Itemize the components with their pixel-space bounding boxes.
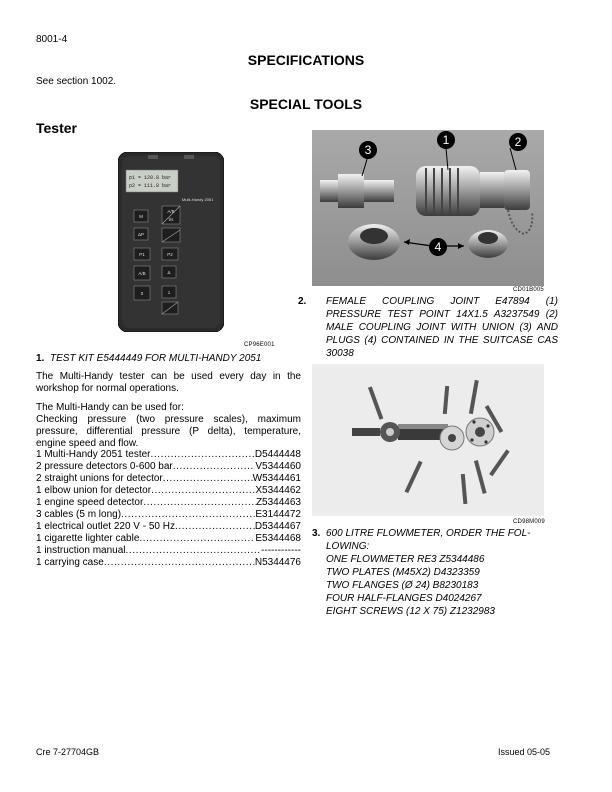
figure3-line: EIGHT SCREWS (12 X 75) Z1232983 (326, 606, 495, 617)
description-paragraph-2-body: Checking pressure (two pressure scales), maximum pressure, differential pressure (P delta), temperature, engine speed and flow. (36, 414, 301, 449)
figure3-caption (312, 527, 544, 618)
figure1-caption-text: TEST KIT E5444449 FOR MULTI-HANDY 2051 (50, 353, 262, 364)
figure3-line: LOWING: (326, 541, 370, 552)
figure2-code: CD01B005 (513, 287, 544, 293)
callout-4: 4 (434, 240, 442, 254)
parts-row (36, 557, 301, 569)
special-tools-heading: SPECIAL TOOLS (249, 96, 363, 112)
parts-row (36, 521, 301, 533)
multi-handy-tester-illustration (118, 152, 224, 332)
figure3-line: TWO PLATES (M45X2) D4323359 (326, 567, 480, 578)
parts-row (36, 473, 301, 485)
figure3-line: ONE FLOWMETER RE3 Z5344486 (326, 554, 485, 565)
key-label: M (139, 214, 143, 219)
figure1-code: CP96E001 (244, 342, 275, 348)
figure1-caption (36, 352, 301, 365)
figure2-caption (298, 295, 558, 360)
key-label: t/s (168, 217, 174, 222)
footer-right: Issued 05-05 (497, 747, 550, 757)
screen-line-1: p1 = 120.8 bar (129, 175, 172, 181)
key-label: A/B (167, 209, 175, 214)
part-item: 1 electrical outlet 220 V - 50 Hz (36, 521, 175, 532)
figure2-caption-text: FEMALE COUPLING JOINT E47894 (1) PRESSURE TEST POINT 14X1.5 A3237549 (2) MALE COUPLING JOINT WITH UNION (3) AND PLUGS (4) CONTAINED IN THE SUITCASE CAS 30038 (326, 296, 558, 359)
part-item: 1 Multi-Handy 2051 tester (36, 449, 151, 460)
key-label: ΔP (137, 232, 145, 237)
callout-1: 1 (442, 133, 450, 147)
parts-row (36, 533, 301, 545)
figure3-line: 600 LITRE FLOWMETER, ORDER THE FOL- (326, 528, 531, 539)
screen-line-2: p2 = 111.8 bar (129, 183, 172, 189)
key-label: P1 (139, 252, 145, 257)
parts-list (36, 449, 301, 569)
part-code: ------------ (261, 545, 301, 556)
part-item: 1 instruction manual (36, 545, 126, 556)
part-item: 1 engine speed detector (36, 497, 144, 508)
coupling-joints-photo (312, 130, 544, 286)
figure3-code: CD98M009 (513, 519, 545, 525)
part-code: D5344467 (254, 521, 301, 532)
part-item: 1 carrying case (36, 557, 104, 568)
part-item: 1 elbow union for detector (36, 485, 152, 496)
part-code: X5344462 (255, 485, 301, 496)
parts-row (36, 509, 301, 521)
part-code: E5344468 (255, 533, 301, 544)
description-paragraph-1: The Multi-Handy tester can be used every day in the workshop for normal operations. (36, 371, 301, 394)
flowmeter-photo (312, 364, 544, 516)
key-label: P2 (167, 252, 173, 257)
part-code: E3144472 (255, 509, 301, 520)
callout-2: 2 (514, 135, 522, 149)
part-item: 2 pressure detectors 0-600 bar (36, 461, 173, 472)
figure3-line: FOUR HALF-FLANGES D4024267 (326, 593, 482, 604)
see-section-text: See section 1002. (36, 76, 117, 87)
figure3-line: TWO FLANGES (Ø 24) B8230183 (326, 580, 479, 591)
description-paragraph-2-title: The Multi-Handy can be used for: (36, 402, 184, 413)
parts-row (36, 545, 301, 557)
key-label: Δ (167, 270, 171, 275)
key-label: A/B (138, 271, 146, 276)
part-item: 3 cables (5 m long) (36, 509, 122, 520)
part-code: Z5344463 (255, 497, 301, 508)
part-code: D5444448 (254, 449, 301, 460)
parts-row (36, 449, 301, 461)
page-id: 8001-4 (36, 34, 68, 45)
tester-heading: Tester (36, 120, 77, 136)
callout-3: 3 (364, 143, 372, 157)
parts-row (36, 461, 301, 473)
specifications-heading: SPECIFICATIONS (247, 52, 365, 68)
figure2-number: 2. (298, 296, 307, 307)
figure1-number: 1. (36, 353, 45, 364)
key-label: 0 (140, 291, 144, 296)
key-label: 1 (167, 290, 171, 295)
part-code: N5344476 (254, 557, 301, 568)
part-item: 2 straight unions for detector (36, 473, 163, 484)
device-name: Multi-Handy 2051 (182, 197, 214, 202)
parts-row (36, 485, 301, 497)
part-item: 1 cigarette lighter cable (36, 533, 140, 544)
part-code: W5344461 (252, 473, 301, 484)
footer-left: Cre 7-27704GB (36, 747, 100, 757)
parts-row (36, 497, 301, 509)
figure3-number: 3. (312, 528, 321, 539)
part-code: V5344460 (255, 461, 301, 472)
